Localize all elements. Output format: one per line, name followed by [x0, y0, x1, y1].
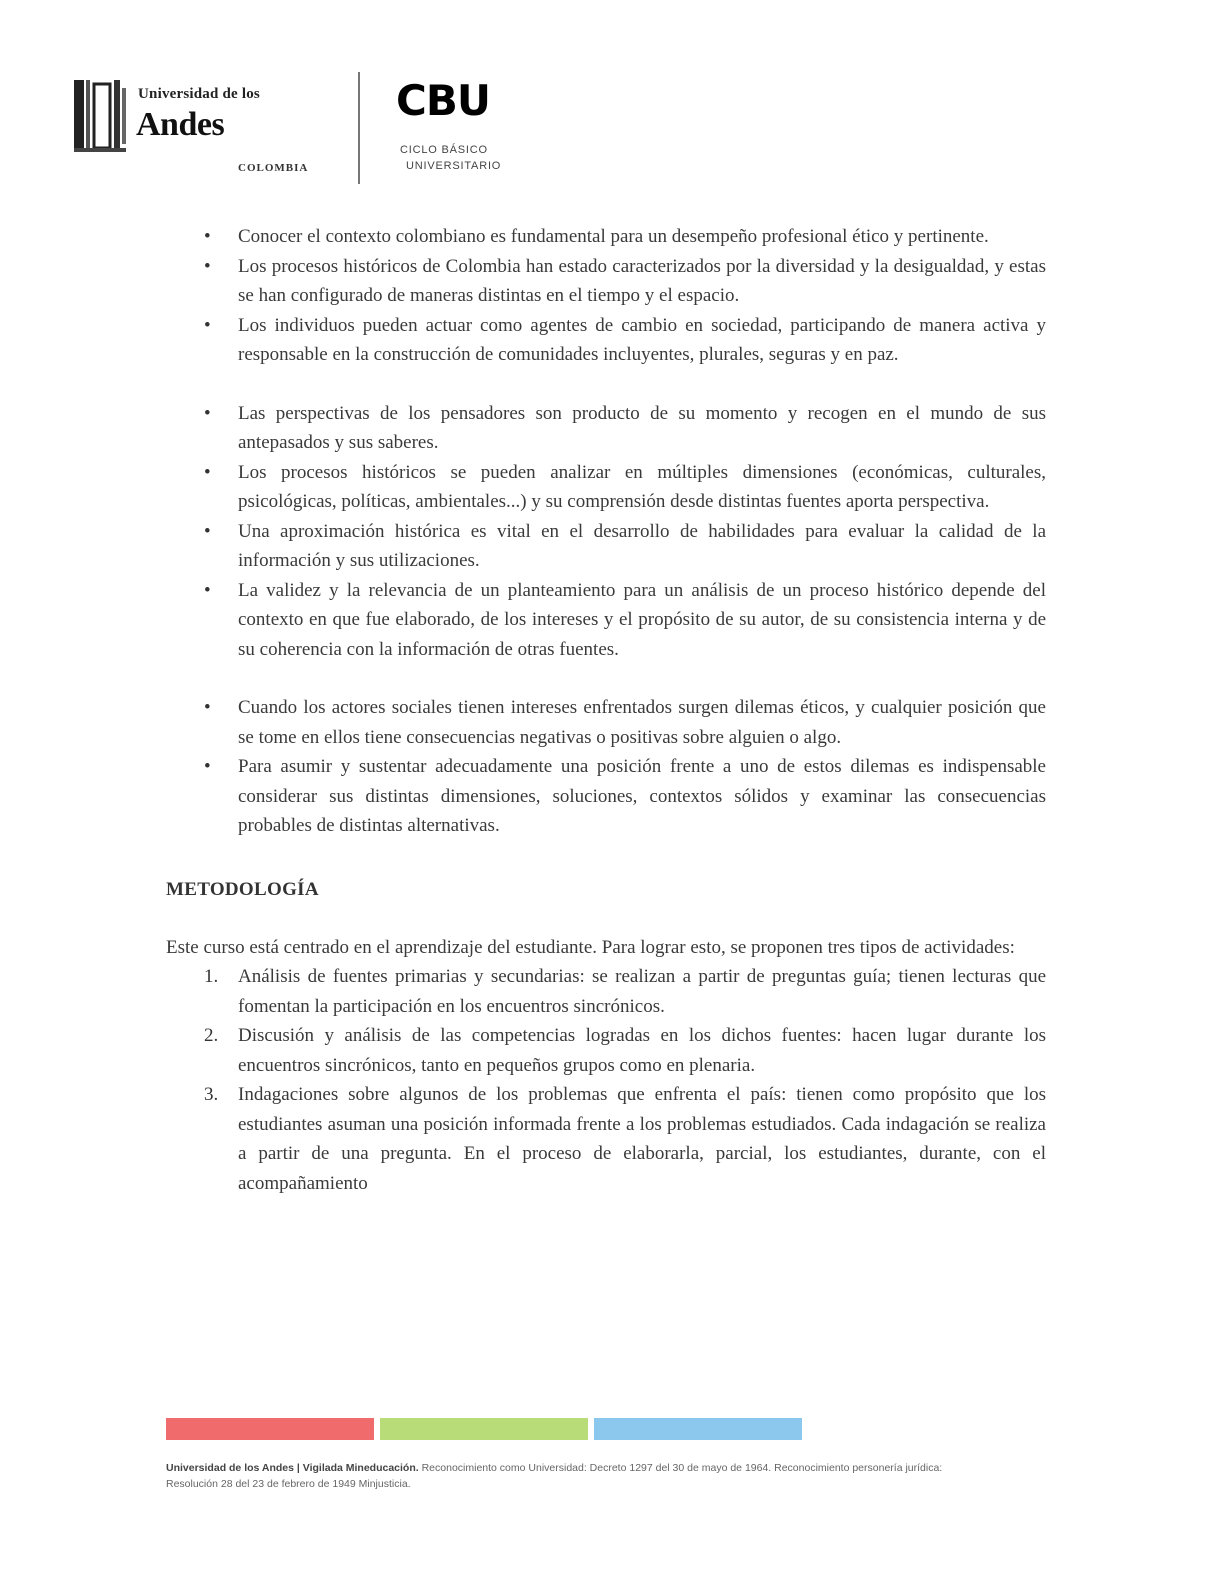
number-marker: 1. — [204, 966, 219, 987]
list-item: • La validez y la relevancia de un planteamiento para un análisis de un proceso histórico depende del contexto en que fue elaborado, de los intereses y el propósito de su autor, de su consistencia interna y de su coherencia con la información de otras fuentes. — [166, 576, 1046, 665]
bullet-icon: • — [204, 226, 211, 247]
cbu-subtitle-line1: CICLO BÁSICO — [400, 144, 488, 156]
number-marker: 3. — [204, 1084, 219, 1105]
university-emblem-icon — [72, 78, 132, 156]
footer-bar-red — [166, 1418, 374, 1440]
document-body — [166, 222, 1046, 1198]
bullet-list-group-1 — [166, 222, 1046, 370]
footer-bar-green — [380, 1418, 588, 1440]
header-divider — [358, 72, 360, 184]
footer-bar-blue — [594, 1418, 802, 1440]
list-item: 1. Análisis de fuentes primarias y secundarias: se realizan a partir de preguntas guía; tienen lecturas que fomentan la participación en los encuentros sincrónicos. — [166, 962, 1046, 1021]
spacer — [166, 370, 1046, 399]
footer-color-bars — [166, 1418, 802, 1440]
methodology-intro: Este curso está centrado en el aprendizaje del estudiante. Para lograr esto, se proponen tres tipos de actividades: — [166, 936, 1015, 958]
bullet-icon: • — [204, 756, 211, 777]
footer-note-text: Reconocimiento como Universidad: Decreto 1297 del 30 de mayo de 1964. Reconocimiento personería jurídica: Resolución 28 del 23 de febrero de 1949 Minjusticia. — [166, 1462, 943, 1490]
spacer — [166, 664, 1046, 693]
section-title-methodology: METODOLOGÍA — [166, 878, 319, 900]
university-name-line2: Andes — [136, 106, 225, 143]
bullet-list-group-2 — [166, 399, 1046, 665]
bullet-icon: • — [204, 255, 211, 277]
university-country: COLOMBIA — [238, 162, 309, 174]
bullet-icon: • — [204, 520, 211, 542]
bullet-icon: • — [204, 697, 211, 718]
list-item: • Los individuos pueden actuar como agentes de cambio en sociedad, participando de manera activa y responsable en la construcción de comunidades incluyentes, plurales, seguras y en paz. — [166, 311, 1046, 370]
methodology-list-wrapper — [166, 962, 1046, 1198]
number-marker: 2. — [204, 1025, 219, 1046]
cbu-subtitle-line2: UNIVERSITARIO — [406, 160, 502, 172]
list-item: • Los procesos históricos de Colombia han estado caracterizados por la diversidad y la desigualdad, y estas se han configurado de maneras distintas en el tiempo y el espacio. — [166, 252, 1046, 311]
list-item: • Las perspectivas de los pensadores son producto de su momento y recogen en el mundo de sus antepasados y sus saberes. — [166, 399, 1046, 458]
list-item: 2. Discusión y análisis de las competencias logradas en los dichos fuentes: hacen lugar durante los encuentros sincrónicos, tanto en pequeños grupos como en plenaria. — [166, 1021, 1046, 1080]
list-item: 3. Indagaciones sobre algunos de los problemas que enfrenta el país: tienen como propósito que los estudiantes asuman una posición informada frente a los problemas estudiados. Cada indagación se realiza a partir de una pregunta. En el proceso de elaborarla, parcial, los estudiantes, durante, con el acompañamiento — [166, 1080, 1046, 1198]
cbu-logo-text: CBU — [396, 76, 490, 125]
bullet-list-group-3 — [166, 693, 1046, 841]
page-header — [72, 72, 532, 192]
list-item: • Conocer el contexto colombiano es fundamental para un desempeño profesional ético y pertinente. — [166, 222, 1046, 252]
methodology-list — [166, 962, 1046, 1198]
list-item: • Cuando los actores sociales tienen intereses enfrentados surgen dilemas éticos, y cualquier posición que se tome en ellos tiene consecuencias negativas o positivas sobre alguien o algo. — [166, 693, 1046, 752]
bullet-icon: • — [204, 461, 211, 483]
bullet-icon: • — [204, 579, 211, 601]
bullet-icon: • — [204, 402, 211, 424]
footer-note-bold: Universidad de los Andes | Vigilada Mineducación. — [166, 1462, 419, 1474]
university-name-line1: Universidad de los — [138, 86, 260, 102]
university-logo — [72, 76, 322, 186]
footer-note — [166, 1460, 986, 1492]
list-item: • Para asumir y sustentar adecuadamente una posición frente a uno de estos dilemas es indispensable considerar sus distintas dimensiones, soluciones, contextos sólidos y examinar las consecuencias probables de distintas alternativas. — [166, 752, 1046, 841]
list-item: • Una aproximación histórica es vital en el desarrollo de habilidades para evaluar la calidad de la información y sus utilizaciones. — [166, 517, 1046, 576]
bullet-icon: • — [204, 314, 211, 336]
list-item: • Los procesos históricos se pueden analizar en múltiples dimensiones (económicas, culturales, psicológicas, políticas, ambientales...) y su comprensión desde distintas fuentes aporta perspectiva. — [166, 458, 1046, 517]
